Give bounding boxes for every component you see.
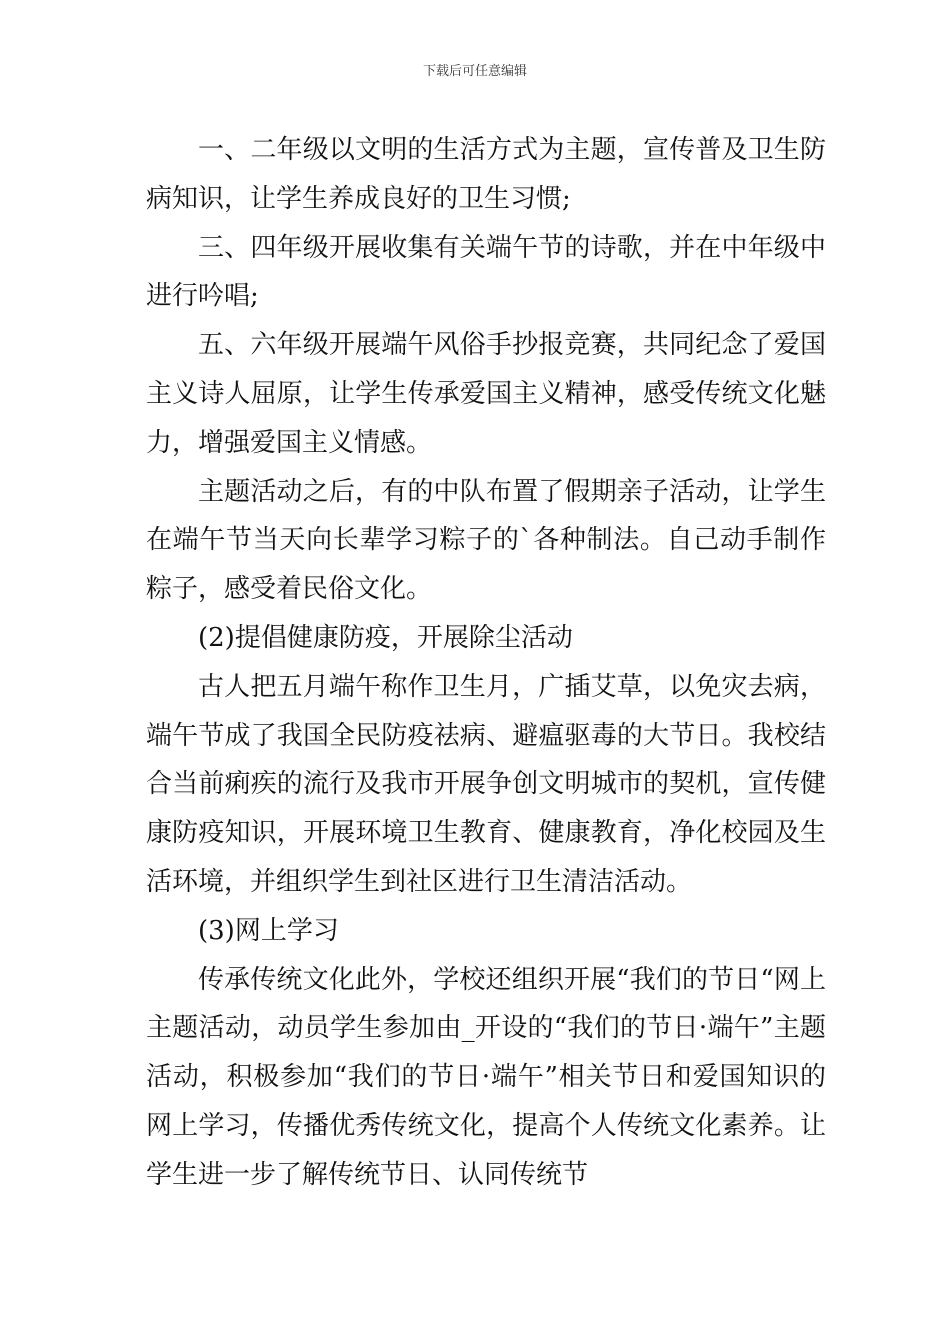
- page-header-note: 下载后可任意编辑: [422, 64, 527, 79]
- document-body: [146, 126, 826, 1200]
- paragraph-parent-child-activity: 主题活动之后，有的中队布置了假期亲子活动，让学生在端午节当天向长辈学习粽子的`各种制法。自己动手制作粽子，感受着民俗文化。: [146, 476, 826, 605]
- paragraph-grade-5-6: 五、六年级开展端午风俗手抄报竞赛，共同纪念了爱国主义诗人屈原，让学生传承爱国主义精神，感受传统文化魅力，增强爱国主义情感。: [146, 330, 826, 458]
- paragraph-health-campaign: 古人把五月端午称作卫生月，广插艾草，以免灾去病，端午节成了我国全民防疫祛病、避瘟驱毒的大节日。我校结合当前痢疾的流行及我市开展争创文明城市的契机，宣传健康防疫知识，开展环境卫生教育、健康教育，净化校园及生活环境，并组织学生到社区进行卫生清洁活动。: [146, 671, 826, 897]
- paragraph-grade-1-2: 一、二年级以文明的生活方式为主题，宣传普及卫生防病知识，让学生养成良好的卫生习惯;: [146, 135, 826, 214]
- paragraph-grade-3-4: 三、四年级开展收集有关端午节的诗歌，并在中年级中进行吟唱;: [146, 232, 826, 312]
- section-heading-health: (2)提倡健康防疫，开展除尘活动: [198, 622, 573, 653]
- paragraph-online-learning: 传承传统文化此外，学校还组织开展“我们的节日“网上主题活动，动员学生参加由_开设的“我们的节日·端午”主题活动，积极参加“我们的节日·端午”相关节日和爱国知识的网上学习，传播优秀传统文化，提高个人传统文化素养。让学生进一步了解传统节日、认同传统节: [146, 964, 826, 1190]
- section-heading-online: (3)网上学习: [198, 915, 339, 946]
